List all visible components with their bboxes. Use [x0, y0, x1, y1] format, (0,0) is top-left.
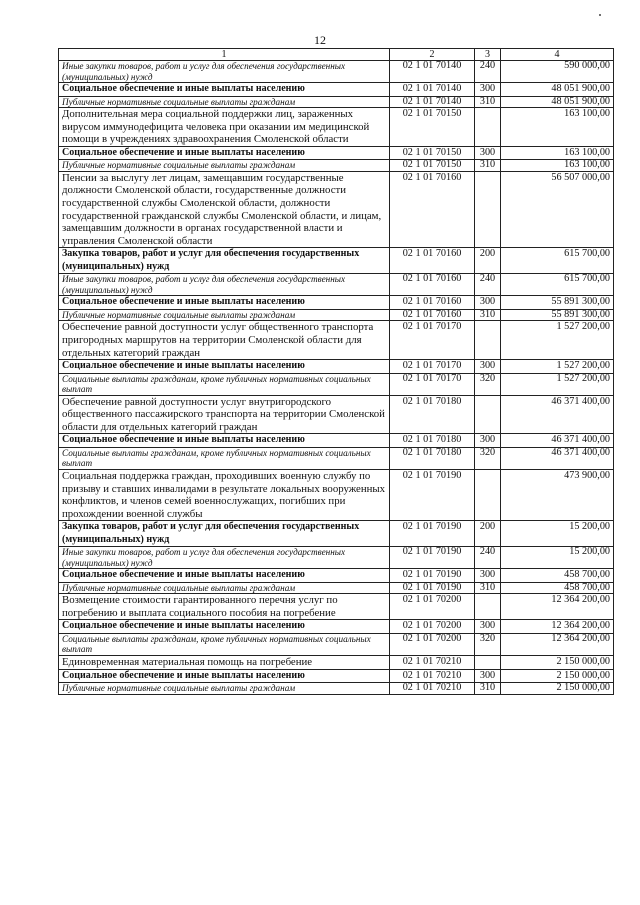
row-name-cell: Закупка товаров, работ и услуг для обеспечения государственных (муниципальных) нужд — [59, 521, 390, 547]
row-name-cell: Иные закупки товаров, работ и услуг для обеспечения государственных (муниципальных) нужд — [59, 274, 390, 296]
row-name-cell: Публичные нормативные социальные выплаты гражданам — [59, 683, 390, 695]
row-amount-cell: 48 051 900,00 — [501, 96, 614, 108]
row-amount-cell: 1 527 200,00 — [501, 321, 614, 360]
row-code-cell: 02 1 01 70180 — [390, 434, 475, 448]
table-row — [59, 146, 614, 160]
row-amount-cell: 615 700,00 — [501, 248, 614, 274]
row-amount-cell: 1 527 200,00 — [501, 360, 614, 374]
header-col-2: 2 — [390, 49, 475, 61]
header-col-1: 1 — [59, 49, 390, 61]
row-type-cell: 310 — [475, 309, 501, 321]
row-name-cell: Иные закупки товаров, работ и услуг для обеспечения государственных (муниципальных) нужд — [59, 61, 390, 83]
row-amount-cell: 55 891 300,00 — [501, 309, 614, 321]
row-type-cell: 320 — [475, 447, 501, 469]
row-code-cell: 02 1 01 70150 — [390, 160, 475, 172]
table-header-row — [59, 49, 614, 61]
row-type-cell: 300 — [475, 296, 501, 310]
row-amount-cell: 15 200,00 — [501, 547, 614, 569]
row-code-cell: 02 1 01 70190 — [390, 547, 475, 569]
row-amount-cell: 2 150 000,00 — [501, 683, 614, 695]
row-type-cell: 300 — [475, 620, 501, 634]
row-code-cell: 02 1 01 70140 — [390, 61, 475, 83]
table-row — [59, 171, 614, 248]
row-name-cell: Социальные выплаты гражданам, кроме публичных нормативных социальных выплат — [59, 633, 390, 655]
row-type-cell: 310 — [475, 160, 501, 172]
row-type-cell: 300 — [475, 83, 501, 97]
table-row — [59, 582, 614, 594]
budget-table — [58, 48, 614, 695]
row-type-cell — [475, 108, 501, 147]
row-amount-cell: 590 000,00 — [501, 61, 614, 83]
row-name-cell: Закупка товаров, работ и услуг для обеспечения государственных (муниципальных) нужд — [59, 248, 390, 274]
row-amount-cell: 55 891 300,00 — [501, 296, 614, 310]
table-row — [59, 683, 614, 695]
row-type-cell — [475, 171, 501, 248]
row-amount-cell: 163 100,00 — [501, 146, 614, 160]
row-amount-cell: 15 200,00 — [501, 521, 614, 547]
table-row — [59, 360, 614, 374]
table-row — [59, 160, 614, 172]
row-name-cell: Социальное обеспечение и иные выплаты населению — [59, 620, 390, 634]
row-name-cell: Социальное обеспечение и иные выплаты населению — [59, 360, 390, 374]
table-row — [59, 434, 614, 448]
row-code-cell: 02 1 01 70160 — [390, 171, 475, 248]
row-type-cell: 300 — [475, 434, 501, 448]
row-type-cell: 200 — [475, 521, 501, 547]
table-row — [59, 274, 614, 296]
table-row — [59, 633, 614, 655]
table-row — [59, 521, 614, 547]
row-code-cell: 02 1 01 70160 — [390, 309, 475, 321]
row-name-cell: Публичные нормативные социальные выплаты гражданам — [59, 309, 390, 321]
row-code-cell: 02 1 01 70210 — [390, 655, 475, 669]
row-name-cell: Возмещение стоимости гарантированного перечня услуг по погребению и выплата социального пособия на погребение — [59, 594, 390, 620]
table-body — [59, 61, 614, 695]
row-code-cell: 02 1 01 70170 — [390, 373, 475, 395]
row-code-cell: 02 1 01 70210 — [390, 669, 475, 683]
row-type-cell — [475, 395, 501, 434]
row-amount-cell: 48 051 900,00 — [501, 83, 614, 97]
row-amount-cell: 458 700,00 — [501, 569, 614, 583]
row-type-cell — [475, 594, 501, 620]
table-row — [59, 296, 614, 310]
row-code-cell: 02 1 01 70140 — [390, 96, 475, 108]
table-row — [59, 83, 614, 97]
row-code-cell: 02 1 01 70170 — [390, 360, 475, 374]
row-name-cell: Дополнительная мера социальной поддержки лиц, зараженных вирусом иммунодефицита человека при оказании им медицинской помощи в учреждениях здравоохранения Смоленской области — [59, 108, 390, 147]
row-type-cell: 240 — [475, 274, 501, 296]
table-row — [59, 620, 614, 634]
row-code-cell: 02 1 01 70160 — [390, 296, 475, 310]
row-name-cell: Публичные нормативные социальные выплаты гражданам — [59, 160, 390, 172]
row-amount-cell: 163 100,00 — [501, 108, 614, 147]
table-row — [59, 655, 614, 669]
row-amount-cell: 2 150 000,00 — [501, 655, 614, 669]
table-row — [59, 669, 614, 683]
row-code-cell: 02 1 01 70190 — [390, 569, 475, 583]
row-name-cell: Социальные выплаты гражданам, кроме публичных нормативных социальных выплат — [59, 447, 390, 469]
table-row — [59, 321, 614, 360]
row-code-cell: 02 1 01 70190 — [390, 582, 475, 594]
row-type-cell: 240 — [475, 547, 501, 569]
row-amount-cell: 12 364 200,00 — [501, 633, 614, 655]
row-type-cell — [475, 469, 501, 520]
row-code-cell: 02 1 01 70170 — [390, 321, 475, 360]
row-amount-cell: 46 371 400,00 — [501, 447, 614, 469]
row-code-cell: 02 1 01 70200 — [390, 620, 475, 634]
row-code-cell: 02 1 01 70190 — [390, 521, 475, 547]
row-name-cell: Пенсии за выслугу лет лицам, замещавшим государственные должности Смоленской области, государственные должности государственной службы Смоленской области, должности государственной гражданской службы Смоленской области, и лицам, замещавшим должности в органах государственной власти и управления Смоленской области — [59, 171, 390, 248]
row-name-cell: Единовременная материальная помощь на погребение — [59, 655, 390, 669]
row-name-cell: Социальные выплаты гражданам, кроме публичных нормативных социальных выплат — [59, 373, 390, 395]
table-row — [59, 447, 614, 469]
table-row — [59, 309, 614, 321]
row-amount-cell: 1 527 200,00 — [501, 373, 614, 395]
row-amount-cell: 12 364 200,00 — [501, 594, 614, 620]
row-name-cell: Социальное обеспечение и иные выплаты населению — [59, 434, 390, 448]
scan-speck — [599, 14, 601, 16]
row-amount-cell: 56 507 000,00 — [501, 171, 614, 248]
row-amount-cell: 163 100,00 — [501, 160, 614, 172]
row-amount-cell: 12 364 200,00 — [501, 620, 614, 634]
row-amount-cell: 46 371 400,00 — [501, 395, 614, 434]
row-type-cell: 320 — [475, 633, 501, 655]
row-name-cell: Иные закупки товаров, работ и услуг для обеспечения государственных (муниципальных) нужд — [59, 547, 390, 569]
row-type-cell: 240 — [475, 61, 501, 83]
row-type-cell: 200 — [475, 248, 501, 274]
table-row — [59, 96, 614, 108]
row-code-cell: 02 1 01 70210 — [390, 683, 475, 695]
table-row — [59, 248, 614, 274]
row-code-cell: 02 1 01 70160 — [390, 248, 475, 274]
row-type-cell: 300 — [475, 146, 501, 160]
row-type-cell: 310 — [475, 582, 501, 594]
row-name-cell: Публичные нормативные социальные выплаты гражданам — [59, 96, 390, 108]
table-row — [59, 594, 614, 620]
row-name-cell: Социальное обеспечение и иные выплаты населению — [59, 83, 390, 97]
row-type-cell: 300 — [475, 569, 501, 583]
row-code-cell: 02 1 01 70200 — [390, 594, 475, 620]
row-code-cell: 02 1 01 70180 — [390, 447, 475, 469]
row-name-cell: Социальная поддержка граждан, проходивших военную службу по призыву и ставших инвалидами в результате локальных вооруженных конфликтов, и членов семей военнослужащих, погибших при прохождении военной службы — [59, 469, 390, 520]
row-name-cell: Обеспечение равной доступности услуг внутригородского общественного пассажирского транспорта на территории Смоленской области для отдельных категорий граждан — [59, 395, 390, 434]
row-type-cell: 320 — [475, 373, 501, 395]
row-code-cell: 02 1 01 70150 — [390, 108, 475, 147]
row-type-cell: 310 — [475, 96, 501, 108]
row-code-cell: 02 1 01 70160 — [390, 274, 475, 296]
row-type-cell: 310 — [475, 683, 501, 695]
row-type-cell: 300 — [475, 669, 501, 683]
row-type-cell — [475, 655, 501, 669]
table-row — [59, 108, 614, 147]
row-type-cell: 300 — [475, 360, 501, 374]
table-row — [59, 61, 614, 83]
table-row — [59, 373, 614, 395]
row-amount-cell: 473 900,00 — [501, 469, 614, 520]
row-name-cell: Социальное обеспечение и иные выплаты населению — [59, 146, 390, 160]
table-row — [59, 469, 614, 520]
table-row — [59, 395, 614, 434]
row-amount-cell: 615 700,00 — [501, 274, 614, 296]
row-amount-cell: 46 371 400,00 — [501, 434, 614, 448]
row-name-cell: Социальное обеспечение и иные выплаты населению — [59, 669, 390, 683]
row-name-cell: Социальное обеспечение и иные выплаты населению — [59, 569, 390, 583]
row-amount-cell: 2 150 000,00 — [501, 669, 614, 683]
row-code-cell: 02 1 01 70140 — [390, 83, 475, 97]
row-amount-cell: 458 700,00 — [501, 582, 614, 594]
header-col-3: 3 — [475, 49, 501, 61]
row-code-cell: 02 1 01 70200 — [390, 633, 475, 655]
row-name-cell: Социальное обеспечение и иные выплаты населению — [59, 296, 390, 310]
row-name-cell: Обеспечение равной доступности услуг общественного транспорта пригородных маршрутов на территории Смоленской области для отдельных категорий граждан — [59, 321, 390, 360]
table-row — [59, 547, 614, 569]
page-number: 12 — [314, 33, 326, 47]
row-code-cell: 02 1 01 70150 — [390, 146, 475, 160]
table-row — [59, 569, 614, 583]
header-col-4: 4 — [501, 49, 614, 61]
row-type-cell — [475, 321, 501, 360]
row-code-cell: 02 1 01 70190 — [390, 469, 475, 520]
row-code-cell: 02 1 01 70180 — [390, 395, 475, 434]
row-name-cell: Публичные нормативные социальные выплаты гражданам — [59, 582, 390, 594]
